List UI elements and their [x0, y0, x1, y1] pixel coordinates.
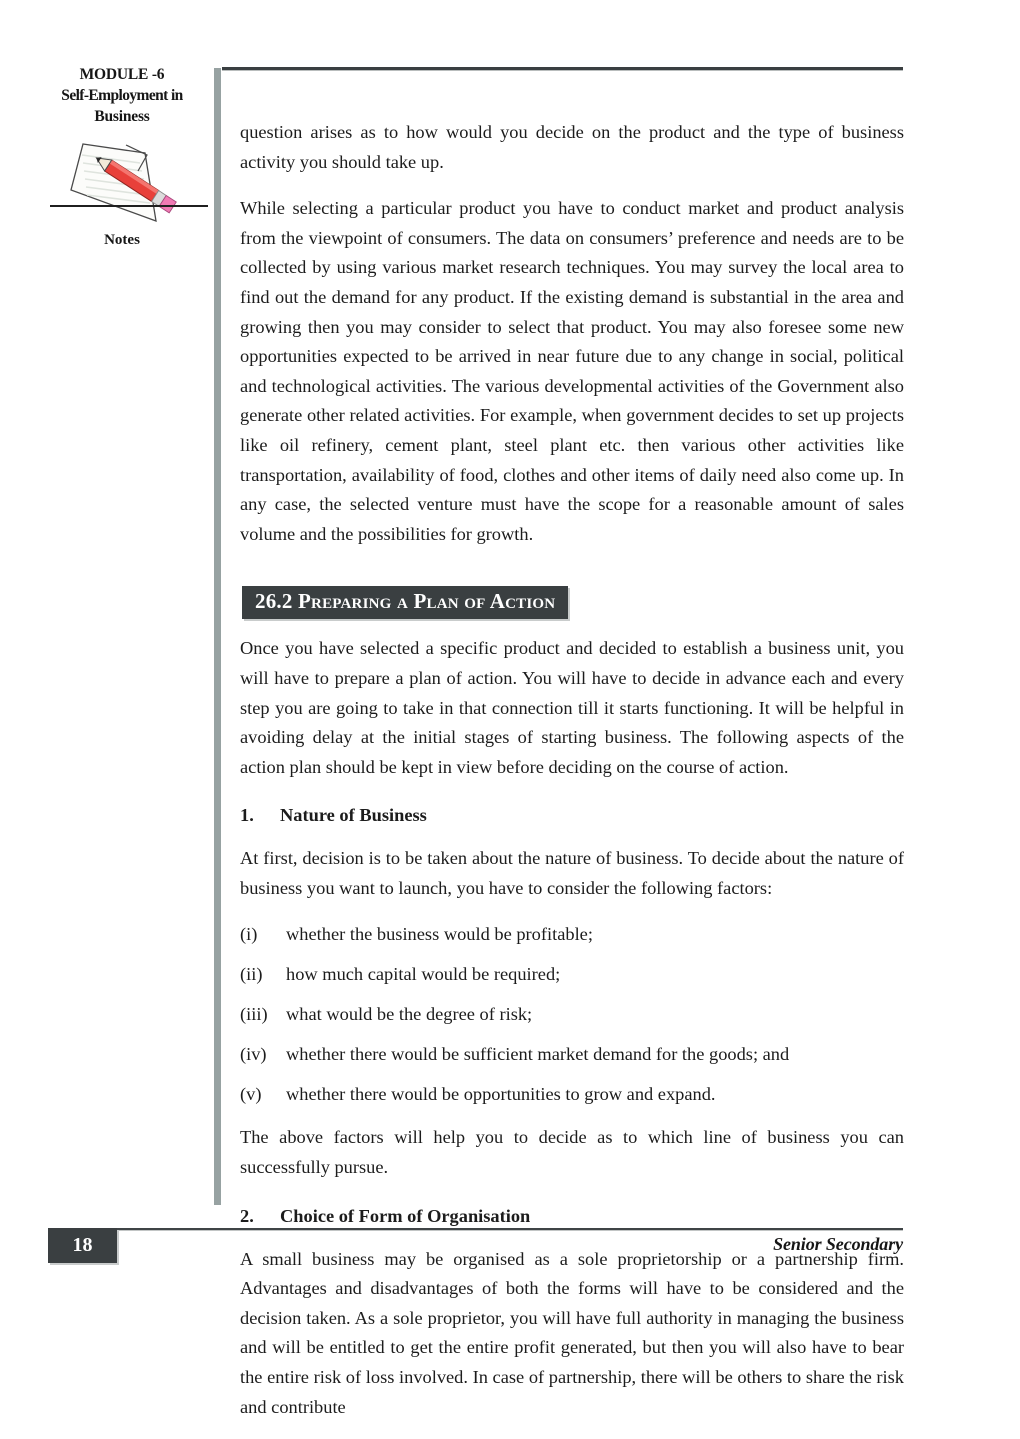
factors-list	[240, 920, 904, 1109]
subheading-2-text: Choice of Form of Organisation	[280, 1205, 531, 1226]
list-item-text: what would be the degree of risk;	[286, 1004, 533, 1025]
section-title: Preparing a Plan of Action	[298, 589, 556, 614]
module-title	[34, 64, 210, 127]
list-item-text: how much capital would be required;	[286, 964, 561, 985]
notes-label: Notes	[104, 232, 140, 248]
list-item-marker: (v)	[240, 1084, 262, 1105]
subheading-2	[240, 1203, 904, 1229]
paragraph-6: A small business may be organised as a sole proprietorship or a partnership firm. Advantages and disadvantages of both the forms will have to be considered and the decision taken. As a sole proprietor, you will have full authority in managing the business and will be entitled to get the entire profit generated, but then you will also have to bear the entire risk of loss involved. In case of partnership, there will be others to share the risk and contribute	[240, 1248, 904, 1417]
module-margin-block	[34, 64, 210, 249]
list-item-marker: (iv)	[240, 1044, 267, 1065]
list-item-marker: (i)	[240, 924, 258, 945]
paragraph-5: The above factors will help you to decide as to which line of business you can successfully pursue.	[240, 1127, 904, 1178]
list-item-marker: (ii)	[240, 964, 263, 985]
header-rule	[222, 67, 903, 70]
subheading-1	[240, 802, 904, 828]
section-heading-banner	[242, 586, 568, 619]
list-item-text: whether there would be sufficient market demand for the goods; and	[286, 1044, 790, 1065]
notes-icon-svg	[52, 131, 192, 231]
list-item-text: whether there would be opportunities to grow and expand.	[286, 1084, 716, 1105]
page-number-badge: 18	[48, 1228, 117, 1263]
footer-rule	[48, 1228, 903, 1230]
list-item	[240, 920, 904, 949]
paragraph-4: At first, decision is to be taken about the nature of business. To decide about the nature of business you want to launch, you have to consider the following factors:	[240, 848, 904, 898]
module-title-line2: Self-Employment in	[61, 87, 183, 104]
notes-divider-rule	[50, 205, 208, 207]
list-item-text: whether the business would be profitable;	[286, 924, 593, 945]
section-number: 26.2	[255, 589, 293, 614]
footer-right-label: Senior Secondary	[773, 1234, 903, 1254]
paragraph-2: While selecting a particular product you have to conduct market and product analysis from the viewpoint of consumers. The data on consumers’ preference and needs are to be collected by using various market research techniques. You may survey the local area to find out the demand for any product. If the existing demand is substantial in the area and growing then you may consider to select that product. You may also foresee some new opportunities expected to be arrived in near future due to any change in social, political and technological activities. The various developmental activities of the Government also generate other related activities. For example, when government decides to set up projects like oil refinery, cement plant, steel plant etc. then various other activities like transportation, availability of food, clothes and other items of daily need also come up. In any case, the selected venture must have the scope for a reasonable amount of sales volume and the possibilities for growth.	[240, 198, 904, 544]
list-item	[240, 1080, 904, 1109]
paragraph-1: question arises as to how would you decide on the product and the type of business activity you should take up.	[240, 122, 904, 172]
list-item-marker: (iii)	[240, 1004, 268, 1025]
list-item	[240, 960, 904, 989]
subheading-1-number: 1.	[240, 805, 254, 826]
paragraph-3: Once you have selected a specific product and decided to establish a business unit, you will have to prepare a plan of action. You will have to decide in advance each and every step you are going to take in that connection till it starts functioning. It will be helpful in avoiding delay at the initial stages of starting business. The following aspects of the action plan should be kept in view before deciding on the course of action.	[240, 638, 904, 777]
list-item	[240, 1040, 904, 1069]
notes-paper-pencil-icon	[34, 131, 210, 223]
module-title-line3: Business	[94, 108, 150, 125]
subheading-1-text: Nature of Business	[280, 805, 427, 826]
margin-vertical-rule	[214, 68, 221, 1205]
list-item	[240, 1000, 904, 1029]
subheading-2-number: 2.	[240, 1205, 254, 1226]
module-title-line1: MODULE -6	[79, 66, 165, 83]
